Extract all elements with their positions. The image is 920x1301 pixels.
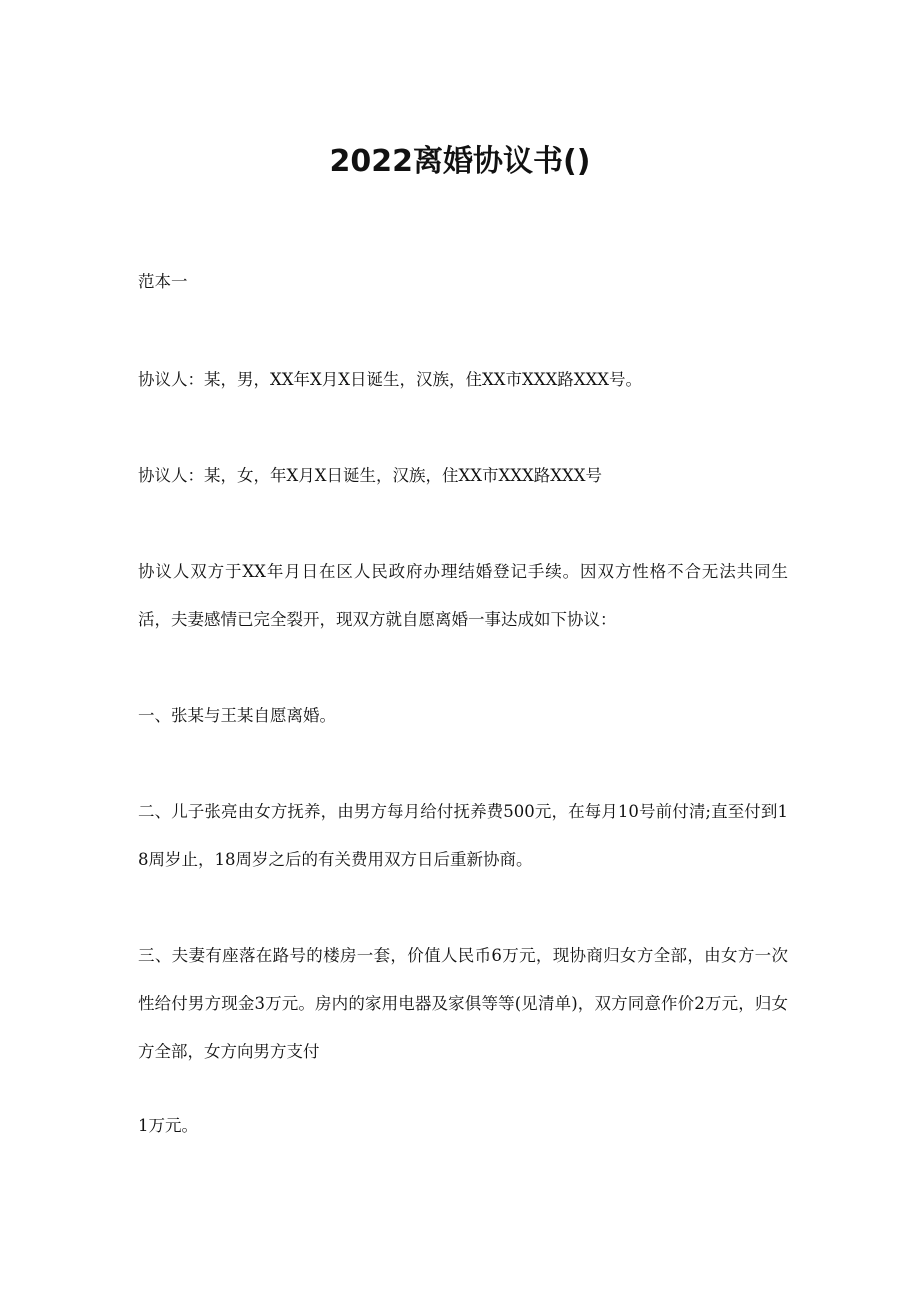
paragraph-marriage-background: 协议人双方于XX年月日在区人民政府办理结婚登记手续。因双方性格不合无法共同生活，夫妻感情已完全裂开，现双方就自愿离婚一事达成如下协议：	[138, 562, 788, 629]
paragraph-template-label: 范本一	[138, 272, 188, 291]
paragraph-party-male: 协议人：某，男，XX年X月X日诞生，汉族，住XX市XXX路XXX号。	[138, 370, 642, 389]
paragraph-clause-3: 三、夫妻有座落在路号的楼房一套，价值人民币6万元，现协商归女方全部，由女方一次性给付男方现金3万元。房内的家用电器及家俱等等(见清单)，双方同意作价2万元，归女方全部，女方向男方支付	[138, 946, 788, 1061]
paragraph-party-female: 协议人：某，女，年X月X日诞生，汉族，住XX市XXX路XXX号	[138, 466, 602, 485]
document-title: 2022离婚协议书()	[329, 144, 591, 179]
paragraph-clause-2: 二、儿子张亮由女方抚养，由男方每月给付抚养费500元，在每月10号前付清;直至付到18周岁止，18周岁之后的有关费用双方日后重新协商。	[138, 802, 788, 869]
paragraph-clause-1: 一、张某与王某自愿离婚。	[138, 706, 336, 725]
paragraph-clause-3-continued: 1万元。	[138, 1116, 198, 1135]
